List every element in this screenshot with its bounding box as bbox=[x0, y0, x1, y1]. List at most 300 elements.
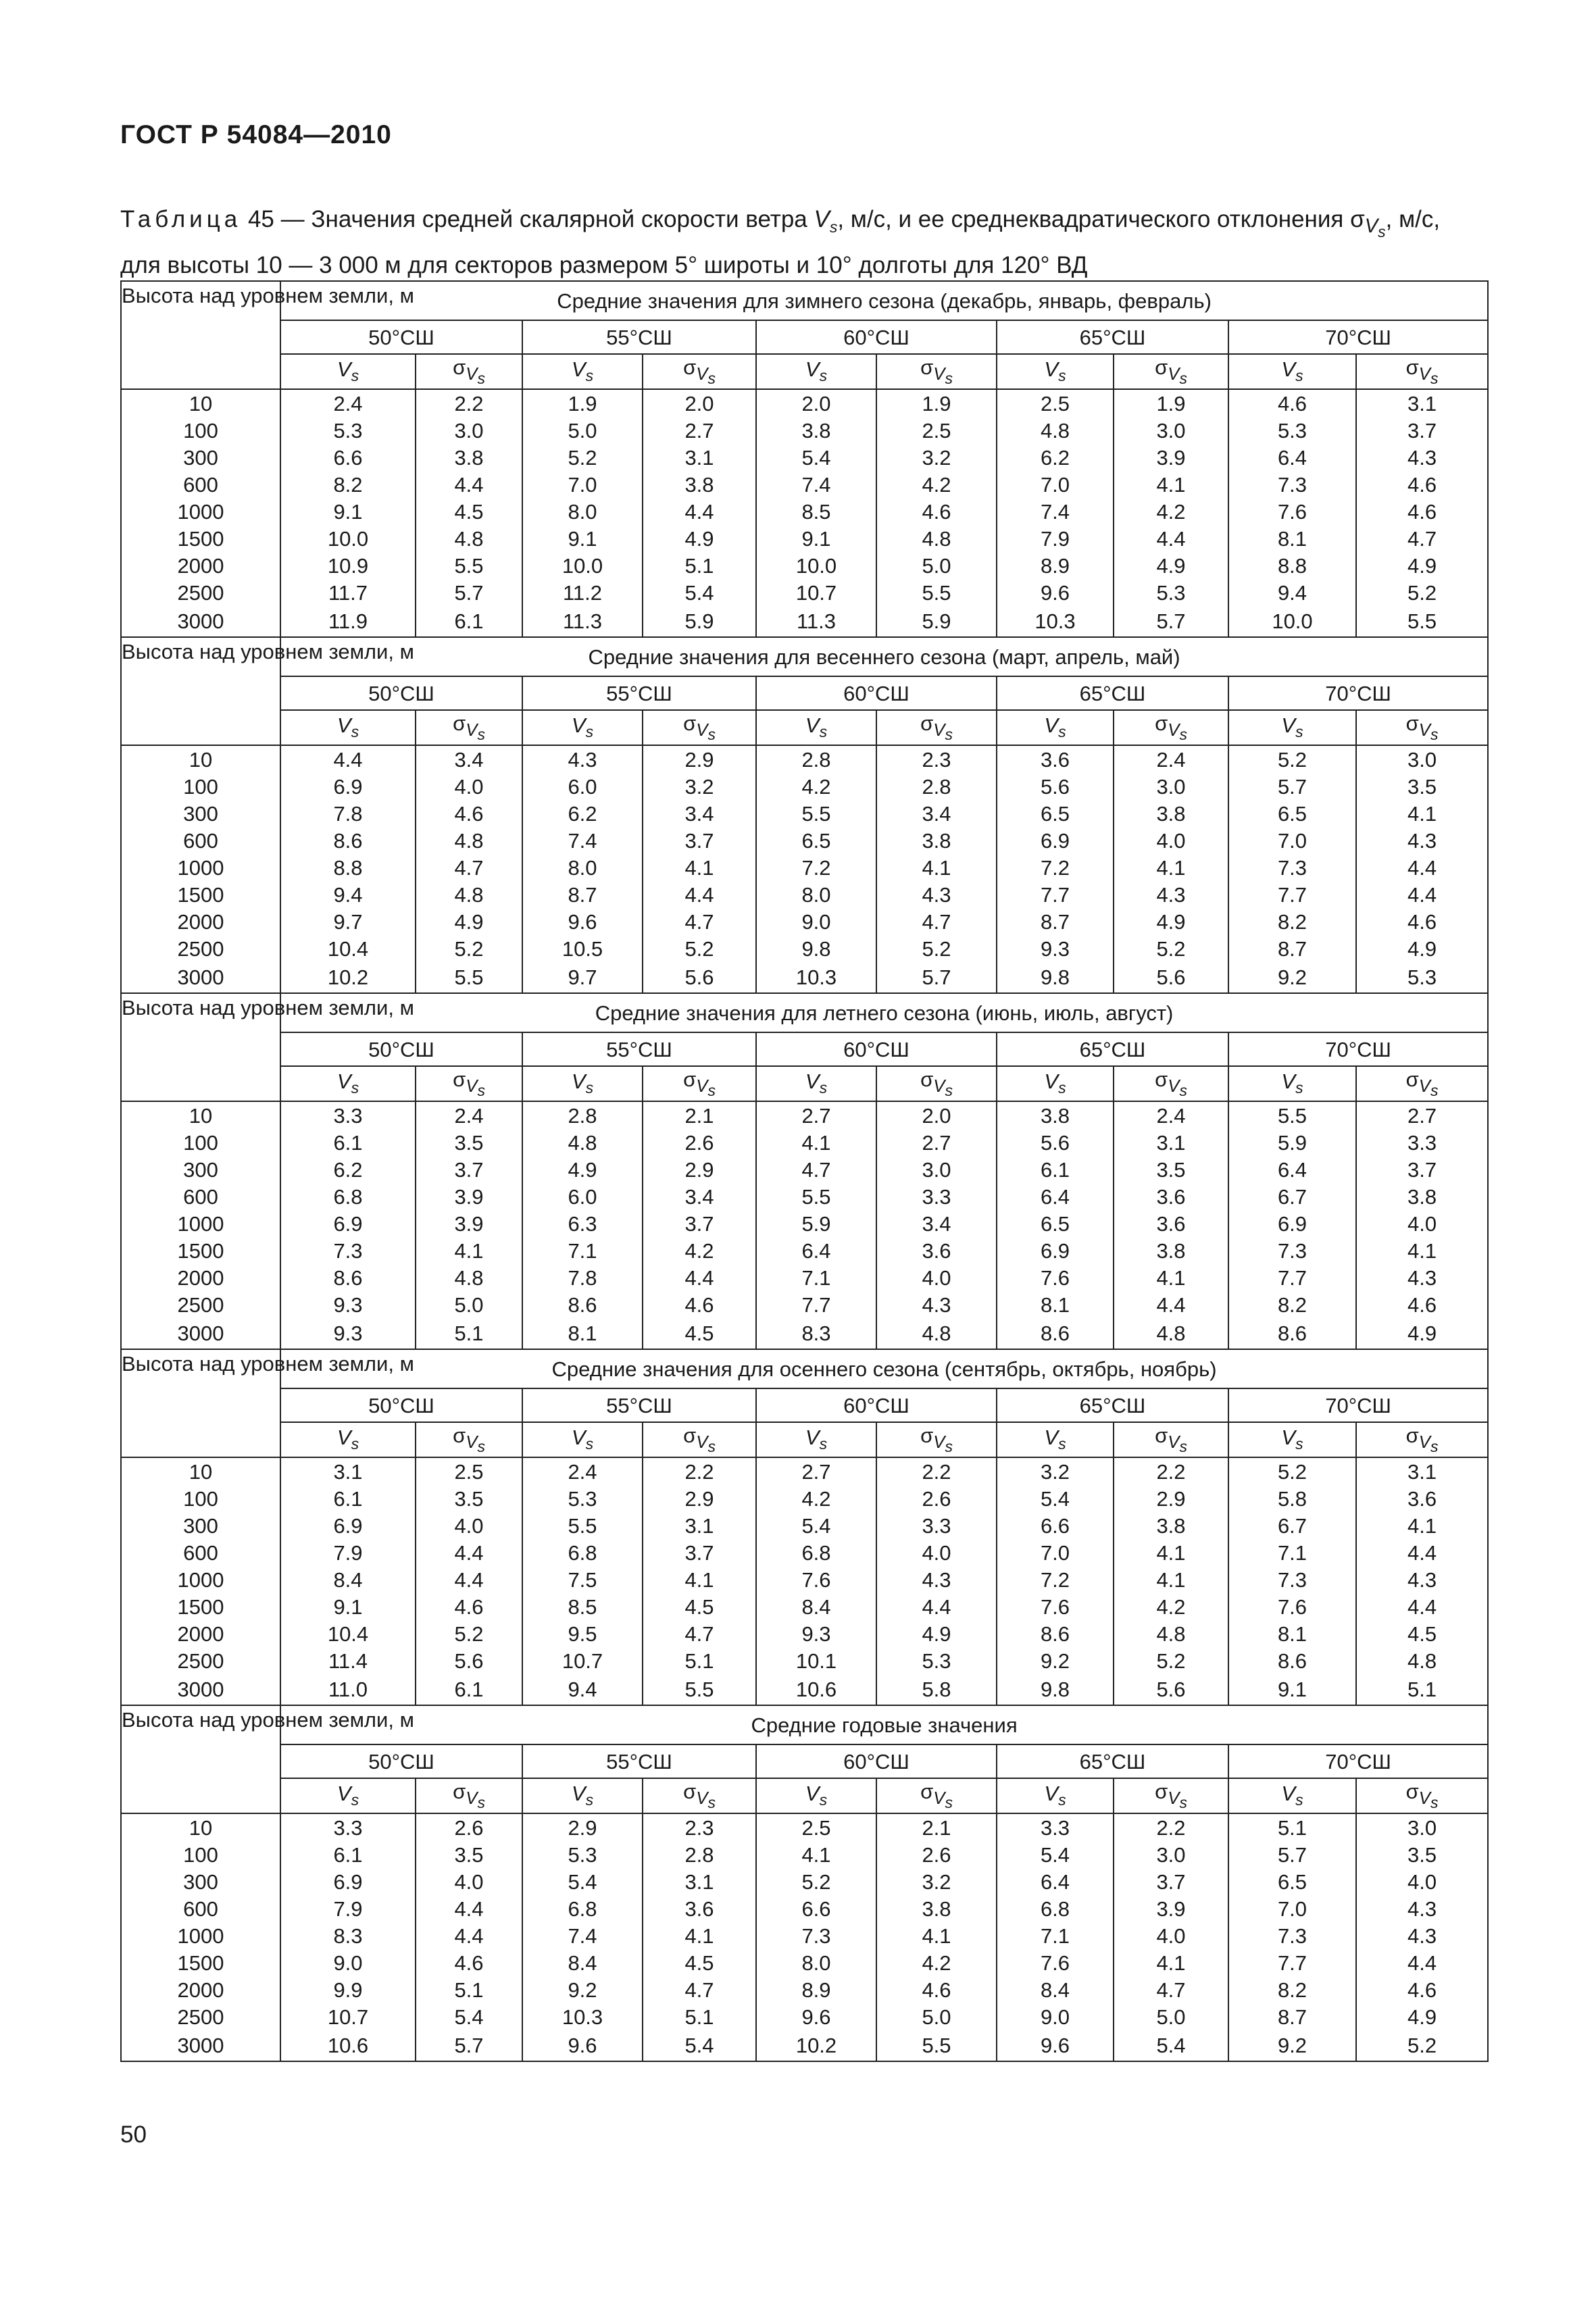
sigma-header bbox=[1114, 354, 1228, 389]
table-row bbox=[121, 2030, 1488, 2061]
sigma-value: 4.1 bbox=[876, 854, 997, 881]
sigma-header bbox=[1114, 1778, 1228, 1813]
table-row bbox=[121, 579, 1488, 606]
vs-value: 6.3 bbox=[522, 1210, 643, 1237]
vs-value: 7.4 bbox=[522, 827, 643, 854]
vs-value: 2.8 bbox=[522, 1101, 643, 1129]
sigma-header bbox=[643, 1778, 756, 1813]
vs-value: 5.1 bbox=[1228, 1813, 1356, 1841]
sigma-value: 4.1 bbox=[643, 854, 756, 881]
table-row bbox=[121, 1647, 1488, 1674]
height-value: 3000 bbox=[121, 606, 280, 637]
sigma-value: 3.4 bbox=[643, 1183, 756, 1210]
vs-value: 9.9 bbox=[280, 1976, 416, 2003]
sigma-value: 4.9 bbox=[643, 525, 756, 552]
vs-symbol: $V_s$ bbox=[336, 713, 359, 741]
vs-value: 4.2 bbox=[756, 1485, 876, 1512]
height-value: 300 bbox=[121, 444, 280, 471]
sigma-vs-symbol: $\sigma_{V_s}$ bbox=[1155, 1067, 1187, 1099]
sigma-value: 2.1 bbox=[643, 1101, 756, 1129]
sigma-value: 4.1 bbox=[1114, 1264, 1228, 1291]
vs-value: 7.9 bbox=[280, 1895, 416, 1922]
vs-header bbox=[280, 354, 416, 389]
sigma-vs-symbol: $\sigma_{V_s}$ bbox=[683, 355, 716, 387]
sigma-value: 4.0 bbox=[1356, 1868, 1488, 1895]
vs-value: 9.3 bbox=[756, 1620, 876, 1647]
vs-value: 8.1 bbox=[522, 1318, 643, 1349]
height-value: 1500 bbox=[121, 1949, 280, 1976]
vs-value: 8.9 bbox=[997, 552, 1114, 579]
sigma-value: 4.1 bbox=[1114, 1539, 1228, 1566]
section-title-row bbox=[121, 993, 1488, 1032]
sigma-value: 5.4 bbox=[643, 2030, 756, 2061]
table-row bbox=[121, 1210, 1488, 1237]
sigma-value: 2.5 bbox=[416, 1457, 522, 1485]
sigma-header bbox=[876, 354, 997, 389]
sigma-vs-symbol: $\sigma_{V_s}$ bbox=[920, 355, 953, 387]
sigma-value: 4.4 bbox=[416, 1566, 522, 1593]
table-row bbox=[121, 1674, 1488, 1705]
height-value: 2500 bbox=[121, 935, 280, 962]
vs-value: 8.4 bbox=[280, 1566, 416, 1593]
vs-value: 10.7 bbox=[756, 579, 876, 606]
sigma-header bbox=[1356, 1066, 1488, 1101]
vs-value: 6.5 bbox=[1228, 800, 1356, 827]
sigma-vs-symbol: $\sigma_{V_s}$ bbox=[1405, 711, 1439, 743]
vs-value: 9.8 bbox=[997, 962, 1114, 993]
vs-value: 10.6 bbox=[280, 2030, 416, 2061]
sigma-value: 4.7 bbox=[643, 1620, 756, 1647]
latitude-header: 70°СШ bbox=[1228, 676, 1488, 710]
vs-value: 7.6 bbox=[997, 1593, 1114, 1620]
sigma-value: 5.2 bbox=[1356, 579, 1488, 606]
latitude-header: 65°СШ bbox=[997, 320, 1228, 354]
sigma-value: 2.2 bbox=[1114, 1813, 1228, 1841]
sigma-value: 4.6 bbox=[876, 1976, 997, 2003]
vs-value: 9.2 bbox=[1228, 2030, 1356, 2061]
vs-value: 7.0 bbox=[997, 1539, 1114, 1566]
vs-value: 7.4 bbox=[756, 471, 876, 498]
vs-value: 3.3 bbox=[280, 1101, 416, 1129]
sigma-value: 4.4 bbox=[643, 881, 756, 908]
sigma-value: 4.9 bbox=[1356, 935, 1488, 962]
sigma-value: 5.5 bbox=[876, 2030, 997, 2061]
sigma-value: 4.9 bbox=[1356, 1318, 1488, 1349]
sigma-header bbox=[643, 354, 756, 389]
sigma-value: 5.4 bbox=[643, 579, 756, 606]
sigma-value: 5.7 bbox=[876, 962, 997, 993]
vs-value: 7.3 bbox=[1228, 471, 1356, 498]
height-value: 100 bbox=[121, 417, 280, 444]
sigma-vs-symbol: $\sigma_{V_s}$ bbox=[453, 1780, 485, 1811]
sigma-header bbox=[876, 1422, 997, 1457]
sigma-value: 5.8 bbox=[876, 1674, 997, 1705]
sigma-value: 4.6 bbox=[1356, 471, 1488, 498]
vs-header bbox=[522, 710, 643, 745]
vs-value: 5.2 bbox=[756, 1868, 876, 1895]
vs-header bbox=[756, 710, 876, 745]
sigma-value: 3.0 bbox=[1114, 417, 1228, 444]
height-value: 2500 bbox=[121, 1647, 280, 1674]
vs-symbol: $V_s$ bbox=[571, 1070, 594, 1097]
vs-symbol: $V_s$ bbox=[336, 1070, 359, 1097]
vs-value: 9.6 bbox=[997, 2030, 1114, 2061]
sigma-value: 2.8 bbox=[876, 773, 997, 800]
latitude-header: 65°СШ bbox=[997, 1032, 1228, 1066]
vs-value: 8.0 bbox=[522, 854, 643, 881]
vs-value: 6.1 bbox=[997, 1156, 1114, 1183]
table-row bbox=[121, 827, 1488, 854]
sigma-value: 4.3 bbox=[876, 1291, 997, 1318]
sigma-value: 3.5 bbox=[1356, 773, 1488, 800]
sigma-header bbox=[643, 1066, 756, 1101]
vs-value: 7.2 bbox=[756, 854, 876, 881]
latitude-header: 55°СШ bbox=[522, 1032, 756, 1066]
sigma-value: 2.7 bbox=[876, 1129, 997, 1156]
vs-value: 6.2 bbox=[522, 800, 643, 827]
table-row bbox=[121, 471, 1488, 498]
vs-symbol: $V_s$ bbox=[1281, 1426, 1303, 1453]
sigma-value: 5.0 bbox=[876, 2003, 997, 2030]
vs-value: 4.4 bbox=[280, 745, 416, 773]
vs-value: 6.5 bbox=[997, 1210, 1114, 1237]
sigma-value: 2.2 bbox=[1114, 1457, 1228, 1485]
latitude-header-row bbox=[121, 1744, 1488, 1778]
vs-value: 8.8 bbox=[280, 854, 416, 881]
sigma-value: 4.3 bbox=[1356, 1895, 1488, 1922]
vs-value: 7.0 bbox=[1228, 1895, 1356, 1922]
vs-value: 8.6 bbox=[1228, 1647, 1356, 1674]
height-value: 1500 bbox=[121, 1237, 280, 1264]
vs-header bbox=[1228, 354, 1356, 389]
table-row bbox=[121, 1949, 1488, 1976]
sigma-vs-symbol: $\sigma_{V_s}$ bbox=[453, 1424, 485, 1455]
vs-value: 6.9 bbox=[280, 773, 416, 800]
vs-symbol: $V_s$ bbox=[805, 1782, 828, 1809]
sigma-header bbox=[416, 1066, 522, 1101]
vs-value: 5.7 bbox=[1228, 773, 1356, 800]
vs-value: 7.7 bbox=[997, 881, 1114, 908]
sigma-value: 2.2 bbox=[416, 389, 522, 417]
vs-header bbox=[756, 1422, 876, 1457]
latitude-header: 65°СШ bbox=[997, 1388, 1228, 1422]
sigma-value: 5.1 bbox=[643, 2003, 756, 2030]
vs-value: 7.0 bbox=[997, 471, 1114, 498]
sigma-value: 3.1 bbox=[1114, 1129, 1228, 1156]
sigma-value: 5.2 bbox=[1114, 1647, 1228, 1674]
sigma-value: 3.6 bbox=[876, 1237, 997, 1264]
symbol-header-row bbox=[121, 1066, 1488, 1101]
sigma-value: 5.2 bbox=[1114, 935, 1228, 962]
table-row bbox=[121, 854, 1488, 881]
vs-header bbox=[522, 1422, 643, 1457]
vs-header bbox=[522, 354, 643, 389]
vs-value: 7.3 bbox=[1228, 1566, 1356, 1593]
vs-value: 4.7 bbox=[756, 1156, 876, 1183]
sigma-vs-symbol: $\sigma_{V_s}$ bbox=[920, 1067, 953, 1099]
sigma-value: 4.6 bbox=[1356, 1291, 1488, 1318]
vs-symbol: $V_s$ bbox=[571, 357, 594, 385]
sigma-value: 3.0 bbox=[1356, 1813, 1488, 1841]
sigma-value: 5.7 bbox=[416, 579, 522, 606]
sigma-value: 3.7 bbox=[416, 1156, 522, 1183]
latitude-header-row bbox=[121, 1388, 1488, 1422]
section-title: Средние значения для летнего сезона (июнь, июль, август) bbox=[280, 993, 1488, 1032]
height-value: 600 bbox=[121, 1539, 280, 1566]
table-row bbox=[121, 1129, 1488, 1156]
height-value: 100 bbox=[121, 1485, 280, 1512]
sigma-value: 4.0 bbox=[1114, 1922, 1228, 1949]
vs-symbol: $V_s$ bbox=[1281, 713, 1303, 741]
symbol-header-row bbox=[121, 1778, 1488, 1813]
sigma-value: 2.6 bbox=[416, 1813, 522, 1841]
vs-value: 11.2 bbox=[522, 579, 643, 606]
vs-value: 10.0 bbox=[522, 552, 643, 579]
vs-value: 6.9 bbox=[280, 1868, 416, 1895]
vs-value: 5.5 bbox=[756, 800, 876, 827]
sigma-value: 4.0 bbox=[416, 1512, 522, 1539]
vs-value: 8.7 bbox=[997, 908, 1114, 935]
table-row bbox=[121, 1485, 1488, 1512]
sigma-value: 5.2 bbox=[643, 935, 756, 962]
vs-value: 4.3 bbox=[522, 745, 643, 773]
sigma-value: 5.0 bbox=[876, 552, 997, 579]
sigma-value: 4.8 bbox=[416, 525, 522, 552]
sigma-value: 4.1 bbox=[876, 1922, 997, 1949]
height-value: 1000 bbox=[121, 1566, 280, 1593]
table-row bbox=[121, 1237, 1488, 1264]
caption-text-1: — Значения средней скалярной скорости ветра bbox=[274, 206, 814, 232]
sigma-value: 3.1 bbox=[1356, 1457, 1488, 1485]
sigma-value: 4.6 bbox=[876, 498, 997, 525]
vs-value: 9.2 bbox=[997, 1647, 1114, 1674]
vs-value: 7.8 bbox=[280, 800, 416, 827]
vs-symbol: $V_s$ bbox=[336, 1426, 359, 1453]
latitude-header: 55°СШ bbox=[522, 1388, 756, 1422]
height-value: 300 bbox=[121, 1868, 280, 1895]
vs-value: 7.2 bbox=[997, 1566, 1114, 1593]
vs-value: 6.6 bbox=[756, 1895, 876, 1922]
sigma-value: 4.1 bbox=[416, 1237, 522, 1264]
vs-value: 7.6 bbox=[1228, 498, 1356, 525]
sigma-value: 3.4 bbox=[876, 800, 997, 827]
vs-value: 3.8 bbox=[997, 1101, 1114, 1129]
sigma-value: 4.9 bbox=[1356, 2003, 1488, 2030]
vs-value: 6.8 bbox=[522, 1539, 643, 1566]
vs-value: 8.1 bbox=[1228, 1620, 1356, 1647]
sigma-value: 4.4 bbox=[1114, 1291, 1228, 1318]
latitude-header: 50°СШ bbox=[280, 1388, 522, 1422]
sigma-value: 2.2 bbox=[876, 1457, 997, 1485]
sigma-value: 4.9 bbox=[1114, 908, 1228, 935]
vs-header bbox=[280, 1066, 416, 1101]
vs-value: 6.5 bbox=[997, 800, 1114, 827]
vs-value: 6.7 bbox=[1228, 1512, 1356, 1539]
height-value: 1500 bbox=[121, 525, 280, 552]
sigma-value: 3.5 bbox=[416, 1129, 522, 1156]
table-row bbox=[121, 881, 1488, 908]
vs-symbol: $V_s$ bbox=[1281, 1782, 1303, 1809]
sigma-value: 3.6 bbox=[1356, 1485, 1488, 1512]
vs-value: 7.3 bbox=[1228, 1922, 1356, 1949]
vs-value: 8.6 bbox=[522, 1291, 643, 1318]
sigma-header bbox=[643, 710, 756, 745]
table-row bbox=[121, 417, 1488, 444]
vs-value: 6.4 bbox=[1228, 444, 1356, 471]
vs-value: 5.2 bbox=[1228, 745, 1356, 773]
sigma-value: 3.9 bbox=[416, 1210, 522, 1237]
vs-value: 3.3 bbox=[997, 1813, 1114, 1841]
sigma-value: 4.1 bbox=[1356, 800, 1488, 827]
document-header: ГОСТ Р 54084—2010 bbox=[120, 120, 392, 149]
height-value: 100 bbox=[121, 773, 280, 800]
vs-value: 5.3 bbox=[280, 417, 416, 444]
sigma-value: 4.5 bbox=[643, 1593, 756, 1620]
latitude-header-row bbox=[121, 676, 1488, 710]
height-header-cell: Высота над уровнем земли, м bbox=[121, 637, 280, 745]
sigma-vs-symbol: $\sigma_{V_s}$ bbox=[683, 1780, 716, 1811]
sigma-value: 4.9 bbox=[416, 908, 522, 935]
vs-value: 11.3 bbox=[522, 606, 643, 637]
height-value: 1500 bbox=[121, 881, 280, 908]
vs-value: 5.4 bbox=[997, 1485, 1114, 1512]
vs-value: 7.7 bbox=[1228, 1949, 1356, 1976]
sigma-value: 4.5 bbox=[416, 498, 522, 525]
sigma-value: 4.0 bbox=[876, 1264, 997, 1291]
vs-value: 9.3 bbox=[280, 1318, 416, 1349]
height-value: 300 bbox=[121, 1156, 280, 1183]
vs-value: 9.4 bbox=[280, 881, 416, 908]
height-value: 3000 bbox=[121, 1674, 280, 1705]
sigma-value: 4.5 bbox=[643, 1949, 756, 1976]
vs-value: 7.5 bbox=[522, 1566, 643, 1593]
vs-header bbox=[997, 1066, 1114, 1101]
vs-value: 10.0 bbox=[756, 552, 876, 579]
section-title: Средние значения для зимнего сезона (декабрь, январь, февраль) bbox=[280, 281, 1488, 320]
table-row bbox=[121, 1291, 1488, 1318]
sigma-vs-symbol: $\sigma_{V_s}$ bbox=[1155, 711, 1187, 743]
sigma-value: 4.6 bbox=[1356, 1976, 1488, 2003]
sigma-value: 2.0 bbox=[643, 389, 756, 417]
vs-value: 8.1 bbox=[1228, 525, 1356, 552]
sigma-value: 4.1 bbox=[643, 1566, 756, 1593]
vs-value: 2.8 bbox=[756, 745, 876, 773]
table-row bbox=[121, 800, 1488, 827]
vs-header bbox=[280, 1422, 416, 1457]
vs-value: 9.1 bbox=[1228, 1674, 1356, 1705]
sigma-value: 4.8 bbox=[1114, 1620, 1228, 1647]
sigma-value: 4.4 bbox=[1356, 1949, 1488, 1976]
vs-value: 8.2 bbox=[280, 471, 416, 498]
height-value: 3000 bbox=[121, 962, 280, 993]
section-title-row bbox=[121, 1705, 1488, 1744]
sigma-value: 6.1 bbox=[416, 606, 522, 637]
vs-value: 8.6 bbox=[280, 1264, 416, 1291]
sigma-value: 4.7 bbox=[643, 1976, 756, 2003]
sigma-value: 4.1 bbox=[1114, 471, 1228, 498]
vs-value: 9.6 bbox=[522, 2030, 643, 2061]
sigma-value: 2.9 bbox=[643, 745, 756, 773]
vs-value: 9.4 bbox=[522, 1674, 643, 1705]
sigma-value: 5.2 bbox=[416, 935, 522, 962]
vs-value: 10.2 bbox=[280, 962, 416, 993]
vs-value: 8.7 bbox=[522, 881, 643, 908]
vs-value: 7.4 bbox=[997, 498, 1114, 525]
sigma-value: 4.8 bbox=[876, 525, 997, 552]
caption-number: 45 bbox=[247, 206, 274, 232]
vs-value: 6.6 bbox=[280, 444, 416, 471]
vs-value: 9.7 bbox=[280, 908, 416, 935]
sigma-value: 2.5 bbox=[876, 417, 997, 444]
latitude-header-row bbox=[121, 1032, 1488, 1066]
latitude-header: 60°СШ bbox=[756, 1744, 997, 1778]
vs-symbol: $V_s$ bbox=[571, 713, 594, 741]
table-row bbox=[121, 1183, 1488, 1210]
height-value: 1500 bbox=[121, 1593, 280, 1620]
vs-value: 8.0 bbox=[756, 1949, 876, 1976]
vs-value: 10.0 bbox=[1228, 606, 1356, 637]
vs-value: 8.5 bbox=[522, 1593, 643, 1620]
latitude-header: 70°СШ bbox=[1228, 1388, 1488, 1422]
height-header-cell: Высота над уровнем земли, м bbox=[121, 1349, 280, 1457]
sigma-value: 3.9 bbox=[416, 1183, 522, 1210]
sigma-value: 4.6 bbox=[416, 1593, 522, 1620]
table-row bbox=[121, 525, 1488, 552]
vs-header bbox=[1228, 1422, 1356, 1457]
sigma-value: 3.8 bbox=[1114, 800, 1228, 827]
sigma-value: 5.2 bbox=[416, 1620, 522, 1647]
sigma-value: 3.0 bbox=[416, 417, 522, 444]
sigma-value: 4.3 bbox=[876, 881, 997, 908]
table-row bbox=[121, 1922, 1488, 1949]
height-value: 10 bbox=[121, 1101, 280, 1129]
vs-header bbox=[756, 1778, 876, 1813]
sigma-value: 3.0 bbox=[1114, 1841, 1228, 1868]
vs-value: 6.5 bbox=[756, 827, 876, 854]
section-title-row bbox=[121, 1349, 1488, 1388]
vs-value: 9.2 bbox=[1228, 962, 1356, 993]
vs-value: 5.5 bbox=[1228, 1101, 1356, 1129]
vs-value: 9.1 bbox=[522, 525, 643, 552]
vs-value: 7.6 bbox=[1228, 1593, 1356, 1620]
sigma-value: 3.8 bbox=[1114, 1512, 1228, 1539]
vs-value: 5.6 bbox=[997, 1129, 1114, 1156]
sigma-value: 3.4 bbox=[416, 745, 522, 773]
vs-value: 5.7 bbox=[1228, 1841, 1356, 1868]
vs-value: 9.0 bbox=[280, 1949, 416, 1976]
vs-symbol: $V_s$ bbox=[1281, 1070, 1303, 1097]
vs-value: 7.6 bbox=[756, 1566, 876, 1593]
sigma-value: 3.8 bbox=[876, 1895, 997, 1922]
vs-value: 7.6 bbox=[997, 1949, 1114, 1976]
vs-value: 10.7 bbox=[280, 2003, 416, 2030]
vs-value: 10.5 bbox=[522, 935, 643, 962]
sigma-value: 2.9 bbox=[643, 1485, 756, 1512]
sigma-header bbox=[416, 1778, 522, 1813]
vs-value: 4.1 bbox=[756, 1841, 876, 1868]
vs-value: 6.4 bbox=[997, 1868, 1114, 1895]
vs-symbol: $V_s$ bbox=[571, 1782, 594, 1809]
sigma-value: 4.1 bbox=[1114, 1566, 1228, 1593]
sigma-vs-symbol: $\sigma_{V_s}$ bbox=[453, 711, 485, 743]
vs-value: 4.8 bbox=[997, 417, 1114, 444]
table-row bbox=[121, 1976, 1488, 2003]
vs-value: 9.6 bbox=[756, 2003, 876, 2030]
vs-symbol: $V_s$ bbox=[571, 1426, 594, 1453]
vs-value: 8.6 bbox=[997, 1620, 1114, 1647]
height-value: 3000 bbox=[121, 2030, 280, 2061]
sigma-value: 3.1 bbox=[643, 444, 756, 471]
